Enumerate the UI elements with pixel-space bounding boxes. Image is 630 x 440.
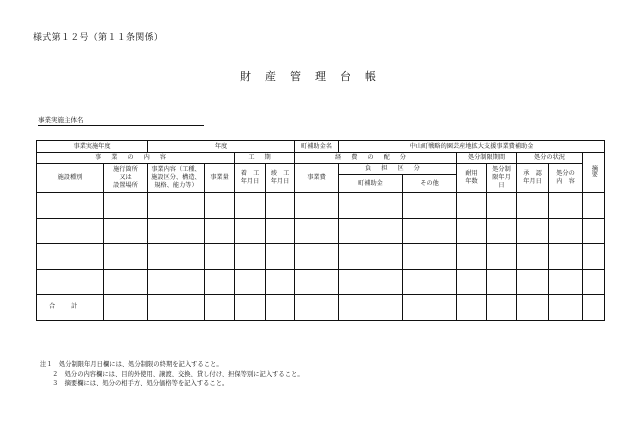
disposal-content-line-1: 処分の [556, 170, 575, 178]
project-cost-header: 事業費 [295, 164, 339, 193]
table-row [37, 269, 605, 295]
construction-site-line-2: 又は [119, 174, 132, 182]
start-date-header [235, 164, 266, 193]
burden-category-header: 負担区分 [339, 164, 457, 175]
disposal-limit-date-line-1: 処分制 [492, 166, 511, 174]
project-details-header [148, 164, 205, 193]
remarks-header-text: 摘要 [590, 164, 598, 178]
construction-site-line-1: 施行箇所 [113, 166, 138, 174]
disposal-status-header: 処分の状況 [517, 153, 583, 164]
disposal-limit-header: 処分制限期間 [457, 153, 517, 164]
notes [40, 360, 304, 389]
subsidy-name-value: 中山町戦略的園芸産地拡大支援事業費補助金 [339, 141, 605, 153]
facility-type-header: 施設種別 [37, 164, 104, 193]
project-details-line-3: 規格、能力等） [154, 181, 198, 189]
approval-date-line-1: 承 認 [523, 170, 542, 178]
construction-period-header: 工期 [235, 153, 295, 164]
project-details-line-2: 施設区分、構造、 [151, 174, 201, 182]
other-header: その他 [403, 175, 457, 193]
town-subsidy-header: 町補助金 [339, 175, 403, 193]
disposal-limit-date-header [487, 164, 517, 193]
table-row [37, 244, 605, 270]
project-content-header: 事業の内容 [37, 153, 235, 164]
completion-date-header [266, 164, 295, 193]
total-row [37, 295, 605, 321]
project-details-line-1: 事業内容（工種、 [151, 166, 201, 174]
disposal-limit-date-line-2: 限年月 [492, 174, 511, 182]
approval-date-header [517, 164, 549, 193]
project-quantity-header: 事業量 [205, 164, 235, 193]
total-label: 合計 [37, 295, 104, 321]
completion-date-line-2: 年月日 [270, 178, 290, 185]
cost-allocation-header: 経費の配分 [295, 153, 457, 164]
project-year-label: 事業実施年度 [37, 141, 148, 153]
start-date-line-1: 着 工 [240, 170, 260, 178]
note-3: ３ 摘要欄には、処分の相手方、処分価格等を記入すること。 [52, 380, 229, 387]
note-1: 注１ 処分制限年月日欄には、処分制限の終期を記入すること。 [40, 361, 223, 368]
service-years-line-1: 耐用 [465, 170, 478, 178]
page-title: 財産管理台帳 [240, 70, 390, 83]
completion-date-line-1: 竣 工 [270, 170, 290, 178]
table-row [37, 193, 605, 219]
approval-date-line-2: 年月日 [523, 178, 542, 185]
service-years-header [457, 164, 487, 193]
table-row [37, 218, 605, 244]
disposal-limit-date-line-3: 日 [498, 181, 505, 189]
construction-site-header [104, 164, 148, 193]
remarks-header [583, 153, 605, 193]
disposal-content-header [549, 164, 583, 193]
year-label: 年度 [148, 141, 295, 153]
entity-name-label: 事業実施主体名 [38, 115, 204, 126]
form-number: 様式第１２号（第１１条関係） [33, 33, 164, 43]
subsidy-name-label: 町補助金名 [295, 141, 339, 153]
service-years-line-2: 年数 [465, 178, 478, 185]
note-2: ２ 処分の内容欄には、目的外使用、譲渡、交換、貸し付け、担保等別に記入すること。 [52, 370, 304, 378]
construction-site-line-3: 設置場所 [113, 181, 138, 189]
start-date-line-2: 年月日 [240, 178, 260, 185]
asset-ledger-table [36, 140, 605, 321]
disposal-content-line-2: 内 容 [556, 178, 575, 185]
